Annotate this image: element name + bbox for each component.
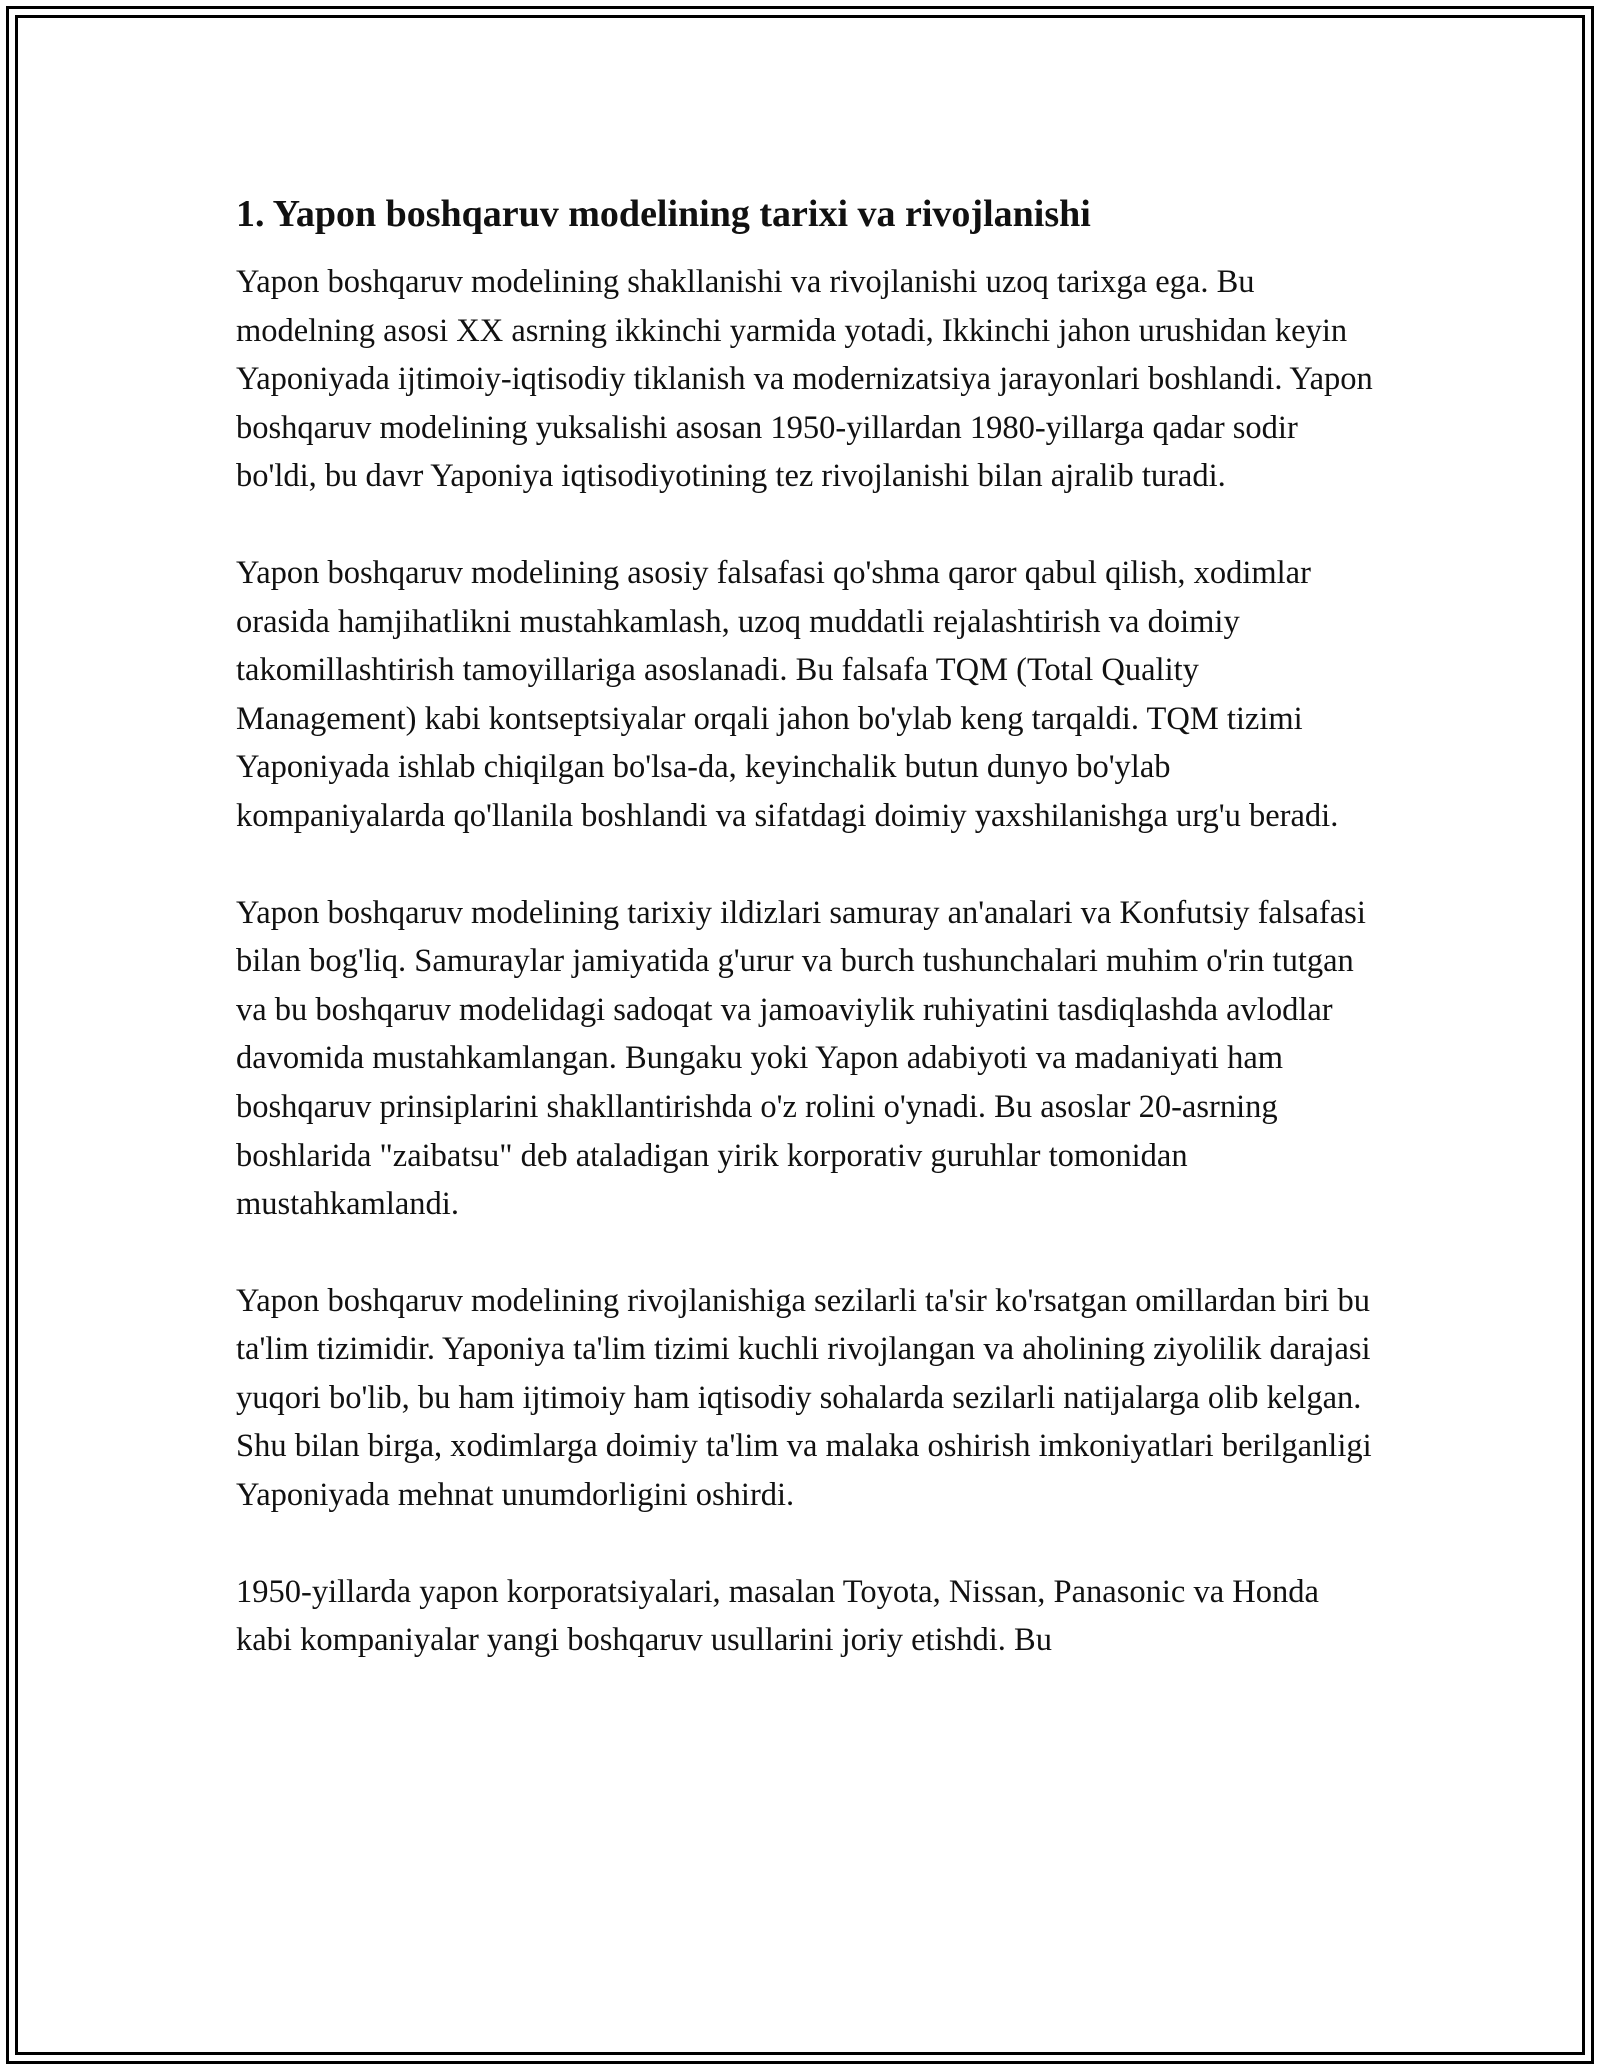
paragraph-education-system: Yapon boshqaruv modelining rivojlanishiga sezilarli ta'sir ko'rsatgan omillardan biri bu ta'lim tizimidir. Yaponiya ta'lim tizimi kuchli rivojlangan va aholining ziyolilik darajasi yuqori bo'lib, bu ham ijtimoiy ham iqtisodiy sohalarda sezilarli natijalarga olib kelgan. Shu bilan birga, xodimlarga doimiy ta'lim va malaka oshirish imkoniyatlari berilganligi Yaponiyada mehnat unumdorligini oshirdi. (236, 1282, 1372, 1514)
document-body (236, 188, 1376, 1713)
section-title: 1. Yapon boshqaruv modelining tarixi va rivojlanishi (236, 193, 1091, 235)
paragraph-samurai-roots: Yapon boshqaruv modelining tarixiy ildizlari samuray an'analari va Konfutsiy falsafasi bilan bog'liq. Samuraylar jamiyatida g'urur va burch tushunchalari muhim o'rin tutgan va bu boshqaruv modelidagi sadoqat va jamoaviylik ruhiyatini tasdiqlashda avlodlar davomida mustahkamlangan. Bungaku yoki Yapon adabiyoti va madaniyati ham boshqaruv prinsiplarini shakllantirishda o'z rolini o'ynadi. Bu asoslar 20-asrning boshlarida "zaibatsu" deb ataladigan yirik korporativ guruhlar tomonidan mustahkamlandi. (236, 894, 1366, 1223)
paragraph-history-origins: Yapon boshqaruv modelining shakllanishi va rivojlanishi uzoq tarixga ega. Bu modelning asosi XX asrning ikkinchi yarmida yotadi, Ikkinchi jahon urushidan keyin Yaponiyada ijtimoiy-iqtisodiy tiklanish va modernizatsiya jarayonlari boshlandi. Yapon boshqaruv modelining yuksalishi asosan 1950-yillardan 1980-yillarga qadar sodir bo'ldi, bu davr Yaponiya iqtisodiyotining tez rivojlanishi bilan ajralib turadi. (236, 264, 1373, 495)
paragraph-philosophy-tqm: Yapon boshqaruv modelining asosiy falsafasi qo'shma qaror qabul qilish, xodimlar orasida hamjihatlikni mustahkamlash, uzoq muddatli rejalashtirish va doimiy takomillashtirish tamoyillariga asoslanadi. Bu falsafa TQM (Total Quality Management) kabi kontseptsiyalar orqali jahon bo'ylab keng tarqaldi. TQM tizimi Yaponiyada ishlab chiqilgan bo'lsa-da, keyinchalik butun dunyo bo'ylab kompaniyalarda qo'llanila boshlandi va sifatdagi doimiy yaxshilanishga urg'u beradi. (236, 554, 1339, 834)
paragraph-corporations-1950s: 1950-yillarda yapon korporatsiyalari, masalan Toyota, Nissan, Panasonic va Honda kabi kompaniyalar yangi boshqaruv usullarini joriy etishdi. Bu (236, 1573, 1319, 1659)
